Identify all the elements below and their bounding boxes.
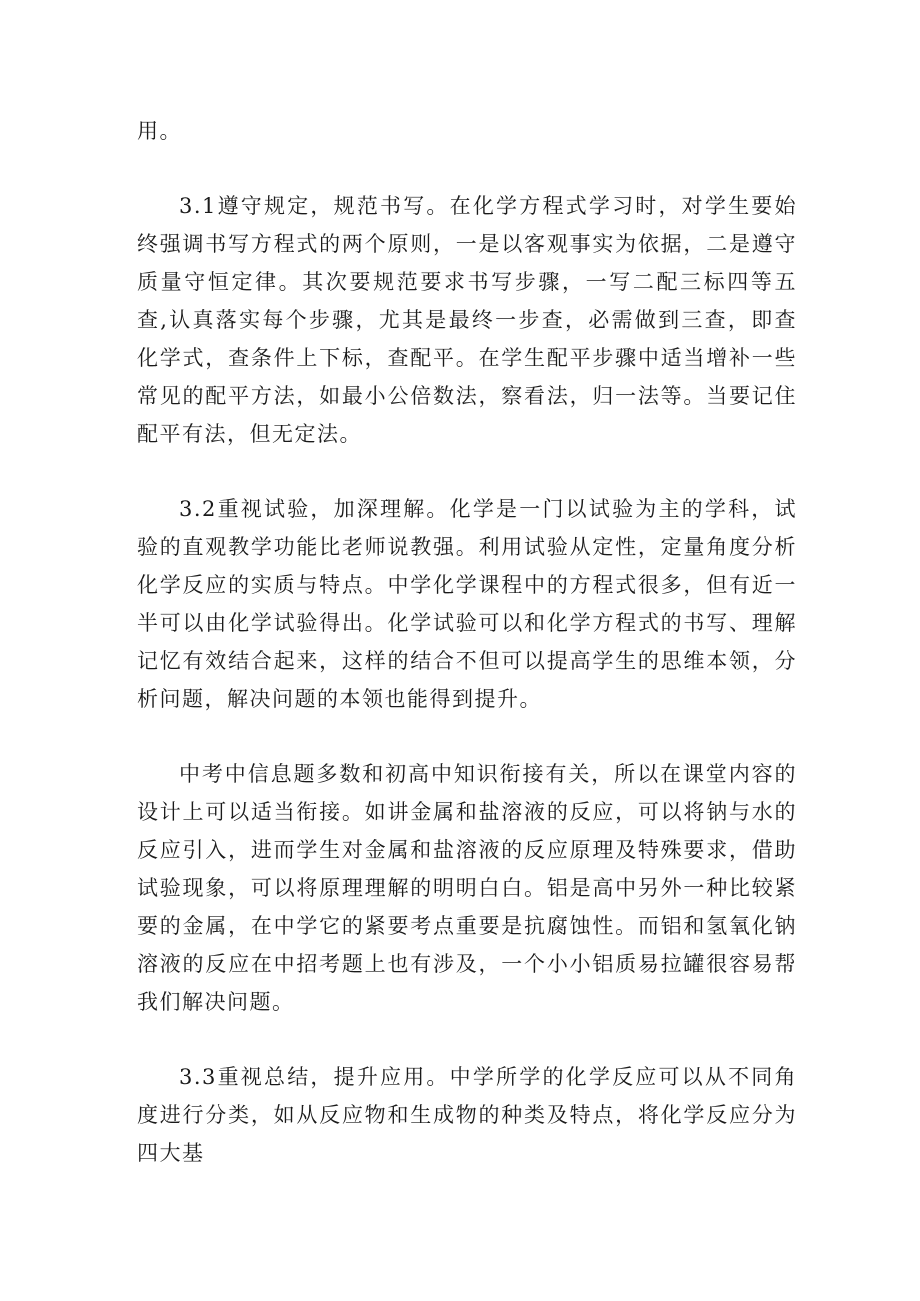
document-body bbox=[137, 112, 797, 1172]
paragraph-continuation: 用。 bbox=[137, 119, 182, 143]
paragraph-3-3-summary: 3.3重视总结，提升应用。中学所学的化学反应可以从不同角度进行分类，如从反应物和生成物的种类及特点，将化学反应分为四大基 bbox=[137, 1065, 797, 1165]
paragraph-3-1-writing-rules: 3.1遵守规定，规范书写。在化学方程式学习时，对学生要始终强调书写方程式的两个原则，一是以客观事实为依据，二是遵守质量守恒定律。其次要规范要求书写步骤，一写二配三标四等五查,认真落实每个步骤，尤其是最终一步查，必需做到三查，即查化学式，查条件上下标，查配平。在学生配平步骤中适当增补一些常见的配平方法，如最小公倍数法，察看法，归一法等。当要记住配平有法，但无定法。 bbox=[137, 194, 797, 446]
paragraph-exam-connection: 中考中信息题多数和初高中知识衔接有关，所以在课堂内容的设计上可以适当衔接。如讲金属和盐溶液的反应，可以将钠与水的反应引入，进而学生对金属和盐溶液的反应原理及特殊要求，借助试验现象，可以将原理理解的明明白白。铝是高中另外一种比较紧要的金属，在中学它的紧要考点重要是抗腐蚀性。而铝和氢氧化钠溶液的反应在中招考题上也有涉及，一个小小铝质易拉罐很容易帮我们解决问题。 bbox=[137, 762, 797, 1014]
paragraph-3-2-experiments: 3.2重视试验，加深理解。化学是一门以试验为主的学科，试验的直观教学功能比老师说教强。利用试验从定性，定量角度分析化学反应的实质与特点。中学化学课程中的方程式很多，但有近一半可以由化学试验得出。化学试验可以和化学方程式的书写、理解记忆有效结合起来，这样的结合不但可以提高学生的思维本领，分析问题，解决问题的本领也能得到提升。 bbox=[137, 497, 797, 711]
